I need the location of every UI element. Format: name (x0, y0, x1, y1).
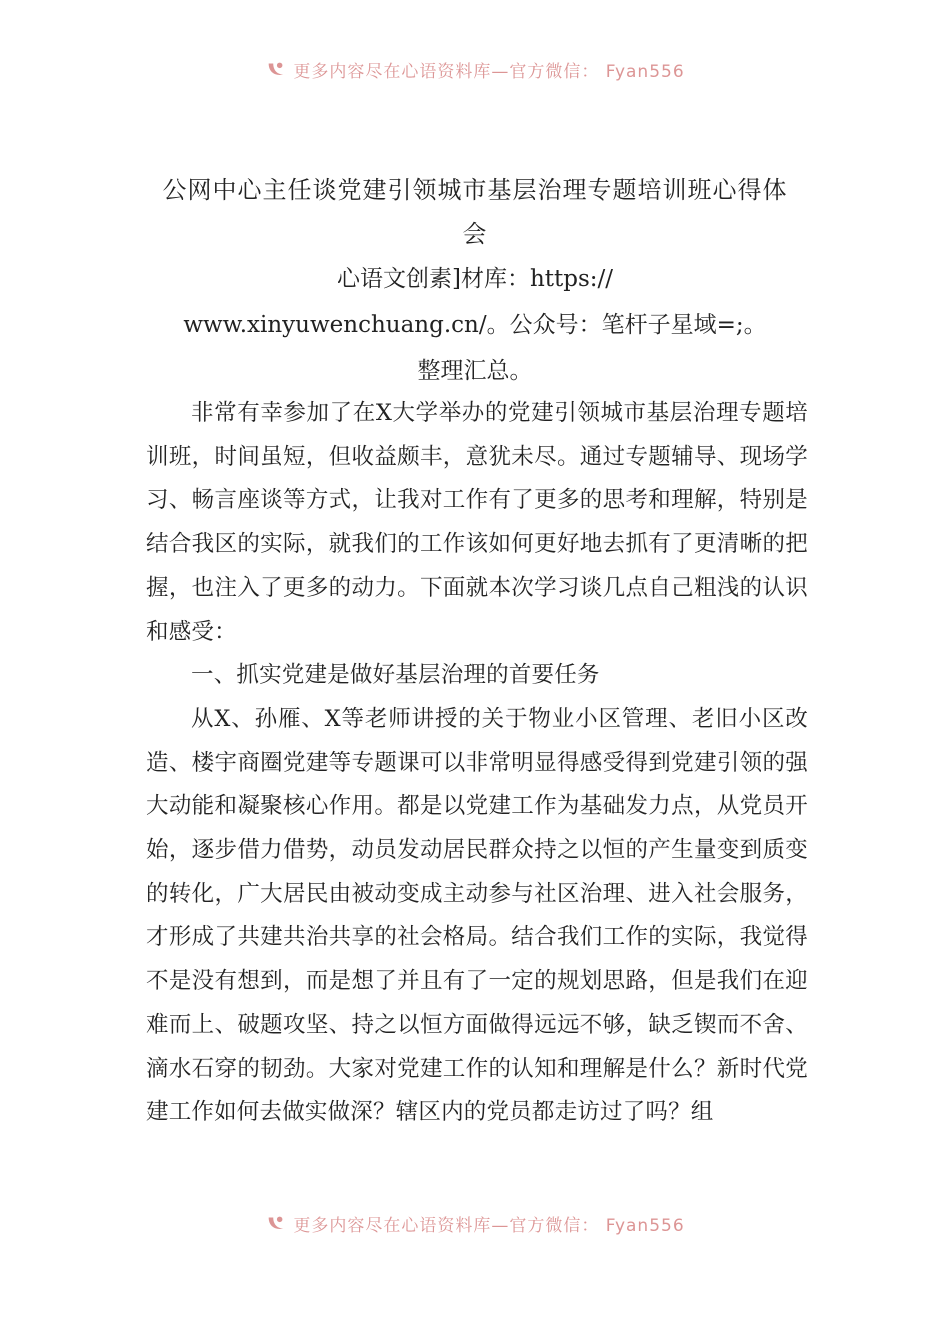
section-heading-1: 一、抓实党建是做好基层治理的首要任务 (191, 662, 600, 689)
watermark-logo-icon (265, 58, 287, 80)
watermark-text: 更多内容尽在心语资料库—官方微信： Fyan556 (293, 61, 685, 82)
paragraph-section-1: 从X、孙雁、X等老师讲授的关于物业小区管理、老旧小区改造、楼宇商圈党建等专题课可以非常明显得感受得到党建引领的强大动能和凝聚核心作用。都是以党建工作为基础发力点，从党员开始，逐步借力借势，动员发动居民群众持之以恒的产生量变到质变的转化，广大居民由被动变成主动参与社区治理、进入社会服务，才形成了共建共治共享的社会格局。结合我们工作的实际，我觉得不是没有想到，而是想了并且有了一定的规划思路，但是我们在迎难而上、破题攻坚、持之以恒方面做得远远不够，缺乏锲而不舍、滴水石穿的韧劲。大家对党建工作的认知和理解是什么？新时代党建工作如何去做实做深？辖区内的党员都走访过了吗？组 (146, 705, 808, 1126)
source-line-1: 心语文创素]材库：https:// (336, 266, 614, 292)
watermark-logo-icon (265, 1212, 287, 1234)
document-title-line-2: 会 (462, 220, 488, 248)
source-line-3: 整理汇总。 (417, 358, 533, 384)
footer-watermark (0, 1208, 950, 1238)
header-watermark (0, 54, 950, 84)
paragraph-intro: 非常有幸参加了在X大学举办的党建引领城市基层治理专题培训班，时间虽短，但收益颇丰，意犹未尽。通过专题辅导、现场学习、畅言座谈等方式，让我对工作有了更多的思考和理解，特别是结合我区的实际，就我们的工作该如何更好地去抓有了更清晰的把握，也注入了更多的动力。下面就本次学习谈几点自己粗浅的认识和感受： (146, 400, 808, 645)
document-title-line-1: 公网中心主任谈党建引领城市基层治理专题培训班心得体 (162, 176, 788, 204)
document-body (146, 392, 808, 1135)
source-line-2: www.xinyuwenchuang.cn/。公众号：笔杆子星域=;。 (183, 312, 767, 338)
watermark-text: 更多内容尽在心语资料库—官方微信： Fyan556 (293, 1215, 685, 1236)
